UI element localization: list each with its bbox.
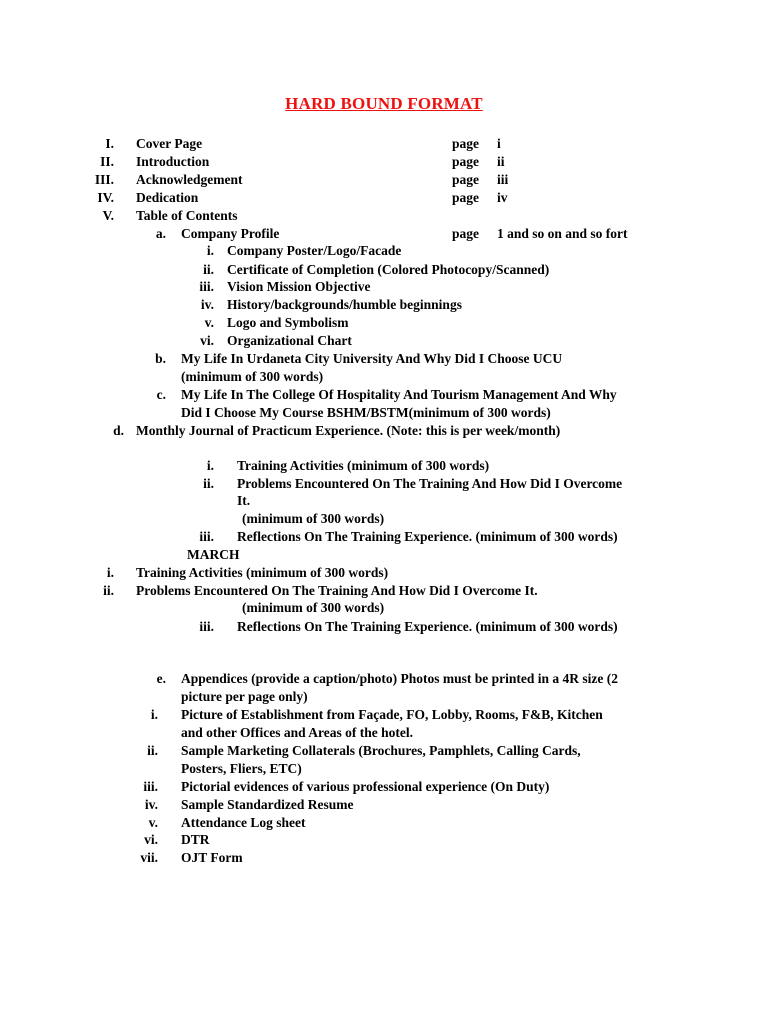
toc-subentry-continued: It.: [237, 493, 251, 508]
toc-subnumber: ii.: [103, 583, 114, 598]
toc-subentry: DTR: [181, 832, 210, 847]
toc-entry-company-profile: Company Profile: [181, 226, 280, 241]
toc-subnumber: iii.: [199, 279, 214, 294]
page-number: ii: [497, 154, 505, 169]
toc-subentry: History/backgrounds/humble beginnings: [227, 297, 462, 312]
toc-subnumber: iii.: [199, 619, 214, 634]
toc-subnumber: ii.: [203, 476, 214, 491]
toc-letter: b.: [155, 351, 166, 366]
toc-subentry: Sample Marketing Collaterals (Brochures, Pamphlets, Calling Cards,: [181, 743, 581, 758]
toc-number: II.: [100, 154, 114, 169]
toc-subnumber: i.: [106, 565, 114, 580]
toc-letter: c.: [156, 387, 166, 402]
toc-entry-life-college: My Life In The College Of Hospitality And Tourism Management And Why: [181, 387, 617, 402]
toc-subnumber: iv.: [200, 297, 214, 312]
page-number: iii: [497, 172, 509, 187]
toc-subentry: Vision Mission Objective: [227, 279, 371, 294]
toc-entry-appendices: Appendices (provide a caption/photo) Photos must be printed in a 4R size (2: [181, 671, 619, 686]
toc-entry-cover-page: Cover Page: [136, 136, 203, 151]
toc-subnumber: i.: [206, 243, 214, 258]
toc-number: V.: [102, 208, 114, 223]
page-label: page: [452, 226, 479, 241]
page-label: page: [452, 136, 479, 151]
toc-entry-table-of-contents: Table of Contents: [136, 208, 238, 223]
toc-subnumber: v.: [204, 315, 214, 330]
page-number: i: [497, 136, 501, 151]
toc-letter: a.: [155, 226, 166, 241]
page-number: 1 and so on and so fort: [497, 226, 628, 241]
toc-subentry-note: (minimum of 300 words): [242, 511, 385, 526]
toc-entry-note: (minimum of 300 words): [181, 369, 324, 384]
toc-subentry: Logo and Symbolism: [227, 315, 349, 330]
toc-subentry-note: (minimum of 300 words): [242, 600, 385, 615]
toc-subentry: Certificate of Completion (Colored Photocopy/Scanned): [227, 262, 550, 277]
toc-subentry: Company Poster/Logo/Facade: [227, 243, 402, 258]
toc-subnumber: iii.: [199, 529, 214, 544]
toc-subentry: Attendance Log sheet: [181, 815, 306, 830]
toc-entry-monthly-journal: Monthly Journal of Practicum Experience. (Note: this is per week/month): [136, 423, 561, 438]
toc-letter: d.: [113, 423, 124, 438]
toc-subentry-continued: and other Offices and Areas of the hotel.: [181, 725, 413, 740]
month-heading: MARCH: [187, 547, 240, 562]
toc-letter: e.: [156, 671, 166, 686]
toc-subentry: Training Activities (minimum of 300 words): [237, 458, 490, 473]
toc-subnumber: vi.: [144, 832, 158, 847]
toc-subentry: Sample Standardized Resume: [181, 797, 354, 812]
page-label: page: [452, 190, 479, 205]
toc-subnumber: i.: [206, 458, 214, 473]
toc-subentry: Problems Encountered On The Training And How Did I Overcome: [237, 476, 623, 491]
toc-entry-dedication: Dedication: [136, 190, 199, 205]
toc-subentry: Training Activities (minimum of 300 words): [136, 565, 389, 580]
toc-entry-introduction: Introduction: [136, 154, 210, 169]
toc-number: IV.: [97, 190, 114, 205]
toc-subentry: Picture of Establishment from Façade, FO, Lobby, Rooms, F&B, Kitchen: [181, 707, 603, 722]
toc-subnumber: vi.: [200, 333, 214, 348]
toc-entry-acknowledgement: Acknowledgement: [136, 172, 243, 187]
page-number: iv: [497, 190, 508, 205]
toc-subentry: Organizational Chart: [227, 333, 352, 348]
toc-subentry: Problems Encountered On The Training And How Did I Overcome It.: [136, 583, 538, 598]
toc-entry-note: picture per page only): [181, 689, 308, 704]
toc-subnumber: iii.: [143, 779, 158, 794]
toc-subentry: Pictorial evidences of various professional experience (On Duty): [181, 779, 550, 794]
page-label: page: [452, 172, 479, 187]
toc-subnumber: i.: [150, 707, 158, 722]
toc-subentry: OJT Form: [181, 850, 243, 865]
toc-subnumber: vii.: [140, 850, 158, 865]
toc-subnumber: ii.: [147, 743, 158, 758]
toc-entry-life-ucu: My Life In Urdaneta City University And Why Did I Choose UCU: [181, 351, 563, 366]
toc-subnumber: v.: [148, 815, 158, 830]
toc-subentry: Reflections On The Training Experience. (minimum of 300 words): [237, 529, 618, 544]
toc-subentry: Reflections On The Training Experience. (minimum of 300 words): [237, 619, 618, 634]
toc-subentry-continued: Posters, Fliers, ETC): [181, 761, 302, 776]
page-title: HARD BOUND FORMAT: [285, 94, 483, 113]
toc-number: III.: [94, 172, 114, 187]
toc-entry-note: Did I Choose My Course BSHM/BSTM(minimum of 300 words): [181, 405, 551, 420]
page-label: page: [452, 154, 479, 169]
toc-subnumber: ii.: [203, 262, 214, 277]
toc-number: I.: [105, 136, 114, 151]
toc-subnumber: iv.: [144, 797, 158, 812]
